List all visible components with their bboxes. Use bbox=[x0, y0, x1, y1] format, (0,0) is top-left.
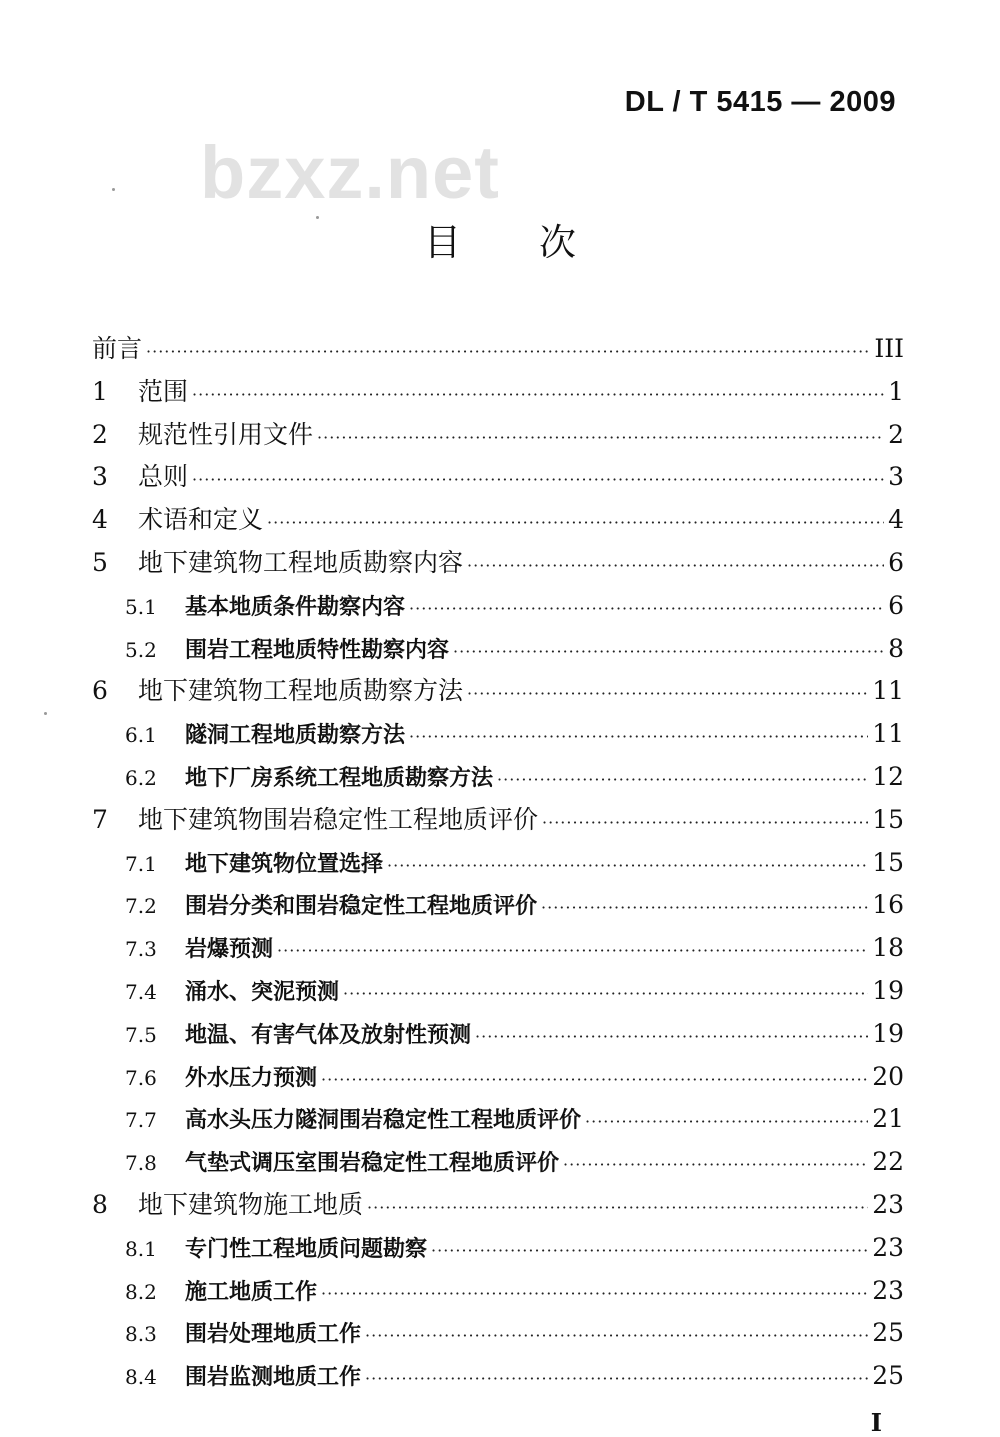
toc-entry-number: 8.3 bbox=[125, 1322, 157, 1347]
toc-dot-leader bbox=[343, 973, 868, 1016]
toc-entry-page: 23 bbox=[872, 1189, 904, 1219]
toc-subentry[interactable] bbox=[92, 713, 904, 756]
toc-entry[interactable] bbox=[92, 414, 904, 457]
toc-entry-page: 1 bbox=[888, 376, 904, 406]
toc-entry[interactable] bbox=[92, 670, 904, 713]
toc-dot-leader bbox=[321, 1059, 868, 1102]
toc-entry-title: 范围 bbox=[138, 376, 189, 406]
toc-entry-number: 8.1 bbox=[125, 1236, 157, 1261]
toc-entry-page: 18 bbox=[872, 933, 904, 963]
toc-entry-page: 23 bbox=[872, 1232, 904, 1262]
toc-dot-leader bbox=[387, 845, 868, 888]
table-of-contents bbox=[92, 328, 904, 1398]
toc-entry-number: 7.3 bbox=[125, 937, 157, 962]
toc-entry-number: 7.6 bbox=[125, 1065, 157, 1090]
standard-code: DL / T 5415 — 2009 bbox=[624, 86, 896, 118]
toc-dot-leader bbox=[192, 459, 884, 502]
toc-subentry[interactable] bbox=[92, 1141, 904, 1184]
toc-entry[interactable] bbox=[92, 371, 904, 414]
toc-subentry[interactable] bbox=[92, 1098, 904, 1141]
toc-entry-page: 22 bbox=[872, 1147, 904, 1177]
toc-dot-leader bbox=[267, 502, 884, 545]
toc-entry-title: 前言 bbox=[92, 334, 143, 363]
toc-subentry[interactable] bbox=[92, 927, 904, 970]
toc-entry-title: 围岩分类和围岩稳定性工程地质评价 bbox=[185, 893, 538, 920]
toc-dot-leader bbox=[146, 331, 870, 374]
toc-entry-title: 施工地质工作 bbox=[185, 1278, 318, 1305]
toc-entry-page: 21 bbox=[872, 1104, 904, 1134]
toc-entry-page: III bbox=[874, 334, 904, 363]
toc-entry-title: 术语和定义 bbox=[138, 505, 264, 535]
toc-entry-title: 地温、有害气体及放射性预测 bbox=[185, 1021, 472, 1048]
toc-entry-page: 6 bbox=[888, 590, 904, 620]
toc-entry-page: 11 bbox=[872, 676, 904, 706]
toc-dot-leader bbox=[541, 887, 868, 930]
toc-entry-title: 地下建筑物工程地质勘察内容 bbox=[138, 547, 464, 577]
toc-entry-page: 19 bbox=[872, 975, 904, 1005]
toc-entry-title: 地下建筑物工程地质勘察方法 bbox=[138, 676, 464, 706]
toc-entry-page: 15 bbox=[872, 847, 904, 877]
toc-entry-title: 围岩监测地质工作 bbox=[185, 1364, 362, 1391]
toc-entry-title: 隧洞工程地质勘察方法 bbox=[185, 722, 406, 749]
toc-entry[interactable] bbox=[92, 328, 904, 371]
toc-entry-number: 6.2 bbox=[125, 765, 157, 790]
toc-entry-title: 地下建筑物施工地质 bbox=[138, 1189, 364, 1219]
toc-dot-leader bbox=[409, 588, 884, 631]
toc-entry-page: 20 bbox=[872, 1061, 904, 1091]
toc-dot-leader bbox=[365, 1358, 868, 1401]
toc-entry-number: 5 bbox=[92, 547, 108, 577]
toc-entry[interactable] bbox=[92, 1184, 904, 1227]
toc-entry-title: 地下建筑物围岩稳定性工程地质评价 bbox=[138, 804, 539, 834]
toc-entry-number: 8 bbox=[92, 1189, 108, 1219]
toc-subentry[interactable] bbox=[92, 1013, 904, 1056]
toc-dot-leader bbox=[563, 1144, 868, 1187]
toc-subentry[interactable] bbox=[92, 1270, 904, 1313]
toc-entry-page: 23 bbox=[872, 1275, 904, 1305]
toc-entry-number: 2 bbox=[92, 419, 108, 449]
toc-entry[interactable] bbox=[92, 542, 904, 585]
toc-entry-number: 5.2 bbox=[125, 637, 157, 662]
toc-dot-leader bbox=[497, 759, 868, 802]
toc-dot-leader bbox=[192, 374, 884, 417]
toc-subentry[interactable] bbox=[92, 628, 904, 671]
toc-subentry[interactable] bbox=[92, 1355, 904, 1398]
toc-entry-title: 围岩处理地质工作 bbox=[185, 1321, 362, 1348]
toc-subentry[interactable] bbox=[92, 1312, 904, 1355]
toc-entry-number: 4 bbox=[92, 505, 108, 535]
toc-entry-page: 15 bbox=[872, 804, 904, 834]
toc-entry-title: 专门性工程地质问题勘察 bbox=[185, 1235, 428, 1262]
toc-dot-leader bbox=[431, 1230, 868, 1273]
toc-dot-leader bbox=[453, 631, 884, 674]
watermark: bzxz.net bbox=[200, 131, 500, 214]
scan-speck bbox=[44, 712, 47, 715]
toc-dot-leader bbox=[321, 1273, 868, 1316]
toc-entry-page: 3 bbox=[888, 462, 904, 492]
toc-subentry[interactable] bbox=[92, 1056, 904, 1099]
toc-entry-number: 7.7 bbox=[125, 1108, 157, 1133]
toc-entry-title: 岩爆预测 bbox=[185, 936, 274, 963]
toc-entry-title: 外水压力预测 bbox=[185, 1064, 318, 1091]
toc-dot-leader bbox=[317, 417, 884, 460]
toc-entry-page: 4 bbox=[888, 505, 904, 535]
toc-entry-page: 19 bbox=[872, 1018, 904, 1048]
toc-entry[interactable] bbox=[92, 799, 904, 842]
toc-entry-number: 7 bbox=[92, 804, 108, 834]
toc-dot-leader bbox=[367, 1187, 868, 1230]
page-number: I bbox=[870, 1408, 882, 1437]
toc-entry-number: 7.4 bbox=[125, 979, 157, 1004]
toc-subentry[interactable] bbox=[92, 1227, 904, 1270]
scan-speck bbox=[316, 216, 319, 219]
toc-entry-title: 地下建筑物位置选择 bbox=[185, 850, 384, 877]
toc-dot-leader bbox=[409, 716, 868, 759]
toc-entry-page: 8 bbox=[888, 633, 904, 663]
toc-entry-title: 高水头压力隧洞围岩稳定性工程地质评价 bbox=[185, 1107, 582, 1134]
toc-entry-page: 25 bbox=[872, 1318, 904, 1348]
toc-entry-number: 7.5 bbox=[125, 1022, 157, 1047]
page-title: 目次 bbox=[424, 221, 654, 264]
toc-subentry[interactable] bbox=[92, 756, 904, 799]
toc-dot-leader bbox=[585, 1101, 868, 1144]
toc-entry-title: 涌水、突泥预测 bbox=[185, 978, 340, 1005]
toc-dot-leader bbox=[542, 802, 868, 845]
toc-entry[interactable] bbox=[92, 499, 904, 542]
toc-entry-page: 6 bbox=[888, 547, 904, 577]
toc-entry-number: 8.2 bbox=[125, 1279, 157, 1304]
toc-entry-number: 3 bbox=[92, 462, 108, 492]
toc-entry-number: 1 bbox=[92, 376, 108, 406]
toc-dot-leader bbox=[467, 545, 884, 588]
toc-entry-page: 16 bbox=[872, 890, 904, 920]
toc-entry-number: 6.1 bbox=[125, 723, 157, 748]
toc-subentry[interactable] bbox=[92, 585, 904, 628]
toc-entry-title: 基本地质条件勘察内容 bbox=[185, 593, 406, 620]
toc-entry-number: 7.2 bbox=[125, 894, 157, 919]
toc-entry-page: 2 bbox=[888, 419, 904, 449]
toc-entry-page: 11 bbox=[872, 719, 904, 749]
toc-entry-title: 围岩工程地质特性勘察内容 bbox=[185, 636, 450, 663]
toc-entry-title: 总则 bbox=[138, 462, 189, 492]
toc-entry[interactable] bbox=[92, 456, 904, 499]
toc-entry-title: 气垫式调压室围岩稳定性工程地质评价 bbox=[185, 1150, 560, 1177]
toc-entry-number: 7.8 bbox=[125, 1151, 157, 1176]
toc-entry-number: 5.1 bbox=[125, 594, 157, 619]
toc-subentry[interactable] bbox=[92, 884, 904, 927]
toc-entry-number: 7.1 bbox=[125, 851, 157, 876]
toc-subentry[interactable] bbox=[92, 842, 904, 885]
toc-dot-leader bbox=[365, 1315, 868, 1358]
toc-entry-number: 6 bbox=[92, 676, 108, 706]
toc-entry-number: 8.4 bbox=[125, 1365, 157, 1390]
toc-subentry[interactable] bbox=[92, 970, 904, 1013]
toc-dot-leader bbox=[277, 930, 868, 973]
toc-entry-title: 地下厂房系统工程地质勘察方法 bbox=[185, 764, 494, 791]
scan-speck bbox=[112, 188, 115, 191]
toc-dot-leader bbox=[467, 673, 868, 716]
toc-entry-page: 12 bbox=[872, 761, 904, 791]
toc-entry-title: 规范性引用文件 bbox=[138, 419, 314, 449]
toc-entry-page: 25 bbox=[872, 1361, 904, 1391]
toc-dot-leader bbox=[475, 1016, 868, 1059]
